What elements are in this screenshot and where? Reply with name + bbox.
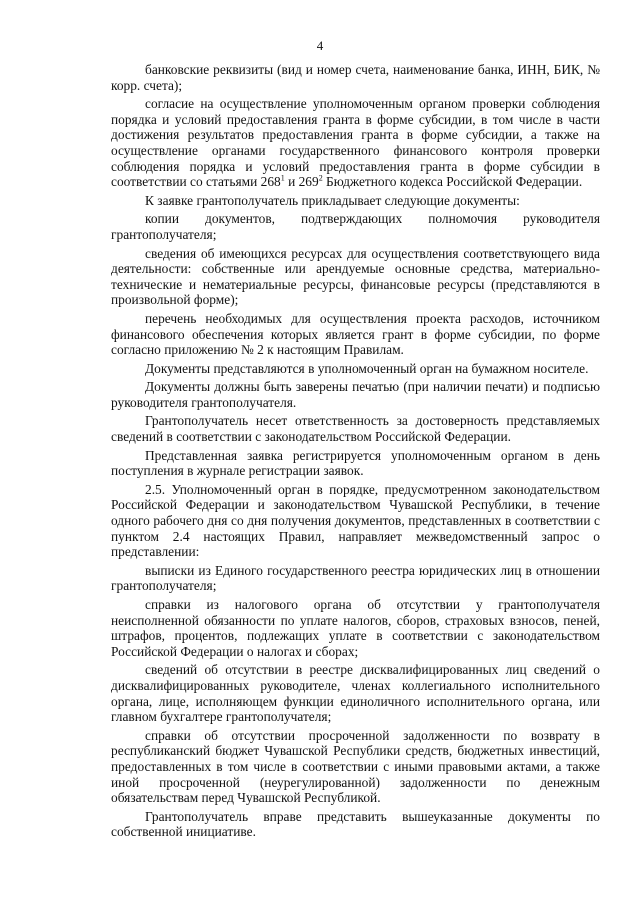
paragraph-consent-text: согласие на осуществление уполномоченным органом проверки соблюдения порядка и условий предоставления гранта в форме субсидии, в том числе в части достижения результатов предоставления гранта в форме субсидии, а также на осуществление органами государственного финансового контроля проверки соблюдения порядка и условий предоставления гранта в форме субсидии в соответствии со статьями 268 bbox=[111, 96, 600, 190]
paragraph-seal-signature: Документы должны быть заверены печатью (при наличии печати) и подписью руководителя грантополучателя. bbox=[111, 379, 600, 410]
paragraph-registration: Представленная заявка регистрируется уполномоченным органом в день поступления в журнале регистрации заявок. bbox=[111, 447, 600, 479]
article-268-superscript: 1 bbox=[280, 173, 285, 183]
paragraph-overdue-debt: справки об отсутствии просроченной задолженности по возврату в республиканский бюджет Чувашской Республики средств, бюджетных инвестиций, предоставленных в том числе в соответствии с иными правовыми актами, а также иной просроченной (неурегулированной) задолженности по денежным обязательствам перед Чувашской Республикой. bbox=[111, 727, 600, 806]
paragraph-resources: сведения об имеющихся ресурсах для осуществления соответствующего вида деятельности: собственные или арендуемые основные средства, материально-технические и нематериальные ресурсы, финансовые ресурсы (представляются в произвольной форме); bbox=[111, 245, 600, 308]
page-number: 4 bbox=[316, 38, 324, 53]
paragraph-consent-mid: и 269 bbox=[284, 174, 319, 190]
paragraph-bank-details: банковские реквизиты (вид и номер счета, наименование банка, ИНН, БИК, № корр. счета); bbox=[111, 62, 600, 93]
document-body bbox=[111, 62, 600, 843]
paragraph-consent-tail: Бюджетного кодекса Российской Федерации. bbox=[322, 174, 583, 190]
article-269-superscript: 2 bbox=[318, 173, 323, 183]
paragraph-authority-copies: копии документов, подтверждающих полномочия руководителя грантополучателя; bbox=[111, 211, 600, 242]
paragraph-tax-certificate: справки из налогового органа об отсутствии у грантополучателя неисполненной обязанности по уплате налогов, сборов, страховых взносов, пеней, штрафов, процентов, подлежащих уплате в соответствии с законодательством Российской Федерации о налогах и сборах; bbox=[111, 597, 600, 659]
paragraph-expense-list: перечень необходимых для осуществления проекта расходов, источником финансового обеспечения которых является грант в форме субсидии, по форме согласно приложению № 2 к настоящим Правилам. bbox=[111, 310, 600, 358]
paragraph-own-initiative: Грантополучатель вправе представить вышеуказанные документы по собственной инициативе. bbox=[111, 808, 600, 840]
paragraph-responsibility: Грантополучатель несет ответственность за достоверность представляемых сведений в соответствии с законодательством Российской Федерации. bbox=[111, 413, 600, 445]
paragraph-section-2-5: 2.5. Уполномоченный орган в порядке, предусмотренном законодательством Российской Федерации и законодательством Чувашской Республики, в течение одного рабочего дня со дня получения документов, представленных в соответствии с пунктом 2.4 настоящих Правил, направляет межведомственный запрос о представлении: bbox=[111, 481, 600, 560]
paragraph-registry-extract: выписки из Единого государственного реестра юридических лиц в отношении грантополучателя; bbox=[111, 562, 600, 594]
paragraph-consent-inspection bbox=[111, 96, 600, 190]
paragraph-paper-submission: Документы представляются в уполномоченный орган на бумажном носителе. bbox=[145, 360, 589, 376]
paragraph-disqualified-persons: сведений об отсутствии в реестре дисквалифицированных лиц сведений о дисквалифицированных руководителе, членах коллегиального исполнительного органа, лице, исполняющем функции единоличного исполнительного органа, или главном бухгалтере грантополучателя; bbox=[111, 662, 600, 725]
paragraph-attached-documents: К заявке грантополучатель прикладывает следующие документы: bbox=[145, 192, 520, 208]
